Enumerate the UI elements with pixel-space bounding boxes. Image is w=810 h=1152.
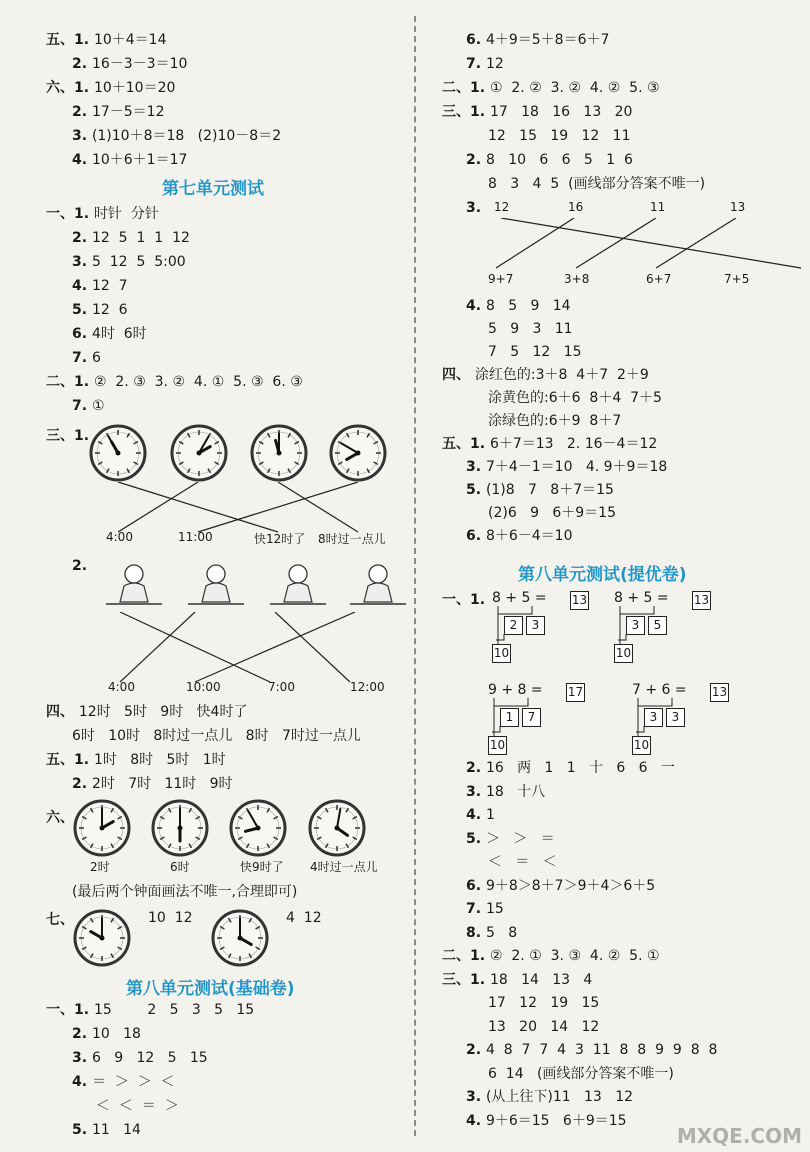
body [284, 583, 312, 602]
question-number: 7. [72, 350, 92, 366]
question-number: 2. [466, 760, 486, 776]
answer-line [72, 396, 105, 416]
question-number: 4. [72, 152, 92, 168]
answer-text: ① 2. ② 3. ② 4. ② 5. ③ [489, 80, 660, 96]
clock-q3-4 [329, 424, 387, 482]
question-number: 2. [466, 1042, 486, 1058]
time-label: 12:00 [350, 680, 385, 694]
clock-center [100, 936, 105, 941]
answer-text: 15 [485, 901, 504, 917]
question-number: 一、1. [46, 206, 94, 222]
question-number: 二、1. [442, 80, 490, 96]
answer-line [46, 78, 175, 98]
answer-line [72, 1120, 141, 1140]
question-number: 4. [466, 807, 486, 823]
bracket-top [638, 698, 672, 706]
question-number: 一、1. [46, 1002, 94, 1018]
connecting-line [195, 612, 355, 682]
time-label: 7:00 [268, 680, 295, 694]
split-box: 3 [626, 616, 645, 635]
answer-text: 16－3－3＝10 [91, 56, 188, 72]
answer-text: ＜ ＝ ＜ [488, 854, 557, 870]
answer-line [488, 411, 621, 431]
answer-text: 5 12 5 5:00 [91, 254, 186, 270]
bracket-top [494, 698, 528, 706]
answer-line [72, 252, 186, 272]
clock-q6-3 [229, 799, 287, 857]
answer-text: 10＋10＝20 [93, 80, 176, 96]
answer-text: 4＋9＝5＋8＝6＋7 [485, 32, 610, 48]
question-number: 六、1. [46, 80, 94, 96]
answer-text: 涂红色的:3＋8 4＋7 2＋9 [474, 367, 649, 383]
head [289, 565, 307, 583]
question-number: 五、1. [442, 436, 490, 452]
result-box: 17 [566, 683, 585, 702]
answer-text: (从上往下)11 13 12 [485, 1089, 634, 1105]
answer-text: ② 2. ③ 3. ② 4. ① 5. ③ 6. ③ [93, 374, 303, 390]
question-number: 6. [466, 528, 486, 544]
clock-center [277, 451, 282, 456]
answer-line [488, 342, 582, 362]
question-number: 5. [72, 1122, 92, 1138]
watermark: MXQE.COM [676, 1124, 802, 1148]
kid-illustration-2 [184, 560, 248, 610]
answer-line [488, 319, 573, 339]
clock-center [197, 451, 202, 456]
answer-text: 16 两 1 1 十 6 6 一 [485, 760, 675, 776]
question-number: 7. [466, 56, 486, 72]
question-number: 二、1. [46, 374, 94, 390]
question-number: 7. [72, 398, 92, 414]
question-number: 二、1. [442, 948, 490, 964]
kid-illustration-3 [266, 560, 330, 610]
section-title-unit7: 第七单元测试 [162, 179, 264, 199]
answer-line [72, 300, 128, 320]
connecting-line [120, 612, 195, 682]
connecting-line [275, 612, 350, 682]
split-box: 3 [526, 616, 545, 635]
answer-line [72, 150, 187, 170]
answer-text: 12时 5时 9时 快4时了 [78, 704, 248, 720]
question-number: 3. [466, 200, 482, 216]
question-number: 2. [72, 230, 92, 246]
connecting-line [656, 218, 736, 268]
diagram-expression: 7 + 6 = [632, 682, 687, 698]
answer-line [72, 1024, 141, 1044]
question-number: 三、1. [442, 104, 490, 120]
section-title-unit8-basic: 第八单元测试(基础卷) [126, 979, 295, 999]
answer-line [466, 457, 667, 477]
clock-center [116, 451, 121, 456]
body [364, 583, 392, 602]
clock-label: 2时 [90, 860, 110, 874]
answer-text: 17 18 16 13 20 [489, 104, 633, 120]
question-number: 3. [72, 254, 92, 270]
answer-text: 13 20 14 12 [488, 1018, 600, 1035]
clock-center [356, 451, 361, 456]
head [207, 565, 225, 583]
question-number: 2. [72, 104, 92, 120]
matching-lines-clock [108, 482, 378, 534]
answer-line [466, 480, 614, 500]
section-title-unit8-advanced: 第八单元测试(提优卷) [518, 565, 687, 585]
split-box: 2 [504, 616, 523, 635]
result-box: 13 [710, 683, 729, 702]
answer-line [488, 1064, 674, 1084]
question-number: 2. [72, 1026, 92, 1042]
time-label: 10:00 [186, 680, 221, 694]
split-box: 7 [522, 708, 541, 727]
answer-text: 6 9 12 5 15 [91, 1050, 208, 1066]
answer-line [46, 30, 166, 50]
clock-label: 快9时了 [240, 860, 284, 874]
answer-line [466, 30, 609, 50]
result-box: 13 [692, 591, 711, 610]
answer-text: ＜ ＜ ＝ ＞ [96, 1098, 179, 1114]
answer-line [466, 758, 675, 778]
answer-text: 9＋6＝15 6＋9＝15 [485, 1112, 627, 1129]
answer-line [466, 829, 555, 849]
answer-line [466, 899, 504, 919]
answer-text: 10＋6＋1＝17 [91, 152, 188, 168]
time-label: 快12时了 [254, 532, 306, 546]
answer-text: 8 3 4 5 (画线部分答案不唯一) [488, 176, 706, 192]
answer-line [72, 324, 147, 344]
diagram-expression: 9 + 8 = [488, 682, 543, 698]
answer-line [46, 702, 247, 722]
answer-line [46, 204, 159, 224]
answer-line [466, 876, 655, 896]
answer-text: 4 8 7 7 4 3 11 8 8 9 9 8 8 [485, 1042, 718, 1058]
question-number: 5. [466, 830, 486, 847]
ten-box: 10 [632, 736, 651, 755]
head [369, 565, 387, 583]
expression-label: 3+8 [564, 272, 590, 286]
question-number: 3. [466, 1089, 486, 1105]
connecting-line [496, 218, 574, 268]
question-number: 七、 [46, 912, 74, 928]
expression-label: 7+5 [724, 272, 750, 286]
question-number: 5. [72, 302, 92, 318]
answer-text: 时针 分针 [93, 206, 159, 222]
answer-text: ＞ ＞ ＝ [485, 830, 555, 847]
answer-line [72, 726, 361, 746]
answer-line [442, 946, 660, 966]
answer-line [72, 276, 128, 296]
question-number: 4. [466, 298, 486, 314]
kid-illustration-4 [346, 560, 410, 610]
answer-line [466, 923, 517, 943]
answer-text: 12 15 19 12 11 [488, 128, 631, 144]
answer-text: 1时 8时 5时 1时 [93, 752, 226, 768]
answer-text: 4时 6时 [91, 326, 147, 342]
question-number: 6. [466, 877, 486, 894]
matching-lines-kids [100, 612, 375, 684]
answer-text: 8 5 9 14 [485, 298, 571, 314]
answer-text: 8＋6－4＝10 [485, 528, 573, 544]
answer-text: 12 7 [91, 278, 128, 294]
body [202, 583, 230, 602]
connecting-line [118, 482, 198, 532]
answer-line [466, 1040, 717, 1060]
question-number: 四、 [46, 704, 79, 720]
answer-line [466, 782, 545, 802]
answer-line [72, 126, 281, 146]
question-number: 6. [466, 32, 486, 48]
question-number: 一、1. [442, 592, 486, 608]
answer-text: 涂黄色的:6＋6 8＋4 7＋5 [488, 390, 662, 406]
split-box: 3 [666, 708, 685, 727]
diagram-bracket [614, 606, 674, 666]
clock-center [256, 826, 261, 831]
result-box: 13 [570, 591, 589, 610]
answer-line [72, 54, 187, 74]
answer-line [466, 54, 504, 74]
bracket-join [636, 726, 644, 732]
answer-line [488, 1017, 599, 1037]
question-number: 4. [72, 278, 92, 294]
answer-text: 涂绿色的:6＋9 8＋7 [488, 413, 622, 429]
split-box: 3 [644, 708, 663, 727]
answer-text: (1)8 7 8＋7＝15 [485, 482, 614, 498]
clock-q3-2 [170, 424, 228, 482]
bracket-join [618, 634, 626, 640]
connecting-line [501, 218, 801, 268]
connecting-line [118, 482, 278, 532]
column-divider [414, 16, 416, 1136]
answer-line [72, 1072, 175, 1092]
answer-text: ① [91, 398, 105, 414]
answer-text: 12 [485, 56, 504, 72]
ten-box: 10 [492, 644, 511, 663]
note-text: (最后两个钟面画法不唯一,合理即可) [72, 884, 298, 900]
answer-text: 5 8 [485, 924, 518, 941]
answer-text: 5 9 3 11 [488, 321, 573, 337]
answer-text: 12 6 [91, 302, 128, 318]
clock-label: 6时 [170, 860, 190, 874]
answer-line [466, 526, 572, 546]
clock-q6-1 [73, 799, 131, 857]
split-box: 5 [648, 616, 667, 635]
answer-text: (2)6 9 6＋9＝15 [488, 505, 616, 521]
time-label: 4:00 [108, 680, 135, 694]
question-number: 4. [72, 1074, 92, 1090]
answer-line [72, 102, 164, 122]
expression-label: 6+7 [646, 272, 672, 286]
question-number: 四、 [442, 367, 475, 383]
diagram-bracket [632, 698, 692, 758]
answer-text: 10 12 [148, 910, 193, 926]
question-number: 2. [72, 558, 88, 574]
answer-text: 17－5＝12 [91, 104, 165, 120]
connecting-line [198, 482, 358, 532]
ten-box: 10 [614, 644, 633, 663]
head [125, 565, 143, 583]
answer-line [46, 750, 226, 770]
number-label: 12 [494, 200, 510, 214]
answer-line [466, 805, 495, 825]
clock-q3-3 [250, 424, 308, 482]
question-number: 3. [72, 1050, 92, 1066]
answer-text: ② 2. ① 3. ③ 4. ② 5. ① [489, 948, 660, 964]
number-label: 13 [730, 200, 746, 214]
answer-line [488, 852, 557, 872]
question-number: 3. [72, 128, 92, 144]
clock-center [178, 826, 183, 831]
clock-q6-4 [308, 799, 366, 857]
diagram-expression: 8 + 5 = [492, 590, 547, 606]
clock-q3-1 [89, 424, 147, 482]
clock-center [335, 826, 340, 831]
right-column [418, 0, 810, 1152]
question-number: 4. [466, 1112, 486, 1129]
number-label: 11 [650, 200, 666, 214]
clock-q7-1 [73, 909, 131, 967]
body [120, 583, 148, 602]
answer-text: 8 10 6 6 5 1 6 [485, 152, 633, 168]
answer-line [488, 174, 705, 194]
expression-label: 9+7 [488, 272, 514, 286]
question-number: 5. [466, 482, 486, 498]
answer-text: 6 14 (画线部分答案不唯一) [488, 1065, 674, 1082]
answer-line [466, 150, 633, 170]
answer-line [488, 388, 662, 408]
answer-text: 6时 10时 8时过一点儿 8时 7时过一点儿 [72, 728, 361, 744]
answer-line [466, 1111, 627, 1131]
answer-text: 4 12 [286, 910, 322, 926]
answer-text: 15 2 5 3 5 15 [93, 1002, 255, 1018]
answer-text: 9＋8＞8＋7＞9＋4＞6＋5 [485, 877, 656, 894]
answer-text: 6 [91, 350, 101, 366]
question-number: 2. [466, 152, 486, 168]
answer-line [72, 228, 190, 248]
split-box: 1 [500, 708, 519, 727]
question-number: 六、 [46, 810, 74, 826]
question-number: 五、1. [46, 752, 94, 768]
clock-center [100, 826, 105, 831]
answer-line [466, 296, 571, 316]
question-number: 7. [466, 901, 486, 917]
question-number: 五、1. [46, 32, 94, 48]
answer-line [46, 1000, 254, 1020]
answer-text: 18 14 13 4 [489, 971, 593, 988]
bracket-top [620, 606, 654, 614]
connecting-line [278, 482, 358, 532]
bracket-join [492, 726, 500, 732]
answer-text: 11 14 [91, 1122, 141, 1138]
matching-lines-sums [496, 218, 810, 272]
number-label: 16 [568, 200, 584, 214]
diagram-expression: 8 + 5 = [614, 590, 669, 606]
question-number: 2. [72, 776, 92, 792]
question-number: 3. [466, 783, 486, 800]
clock-center [238, 936, 243, 941]
answer-line [72, 774, 233, 794]
answer-line [488, 993, 599, 1013]
clock-label: 4时过一点儿 [310, 860, 378, 874]
answer-text: ＝ ＞ ＞ ＜ [91, 1074, 175, 1090]
connecting-line [576, 218, 656, 268]
answer-text: 10＋4＝14 [93, 32, 167, 48]
question-number: 3. [466, 459, 486, 475]
clock-q7-2 [211, 909, 269, 967]
connecting-line [120, 612, 270, 682]
question-number: 6. [72, 326, 92, 342]
answer-text: 6＋7＝13 2. 16－4＝12 [489, 436, 658, 452]
question-number: 三、1. [46, 428, 90, 444]
answer-line [442, 102, 632, 122]
bracket-top [498, 606, 532, 614]
clock-q6-2 [151, 799, 209, 857]
bracket-join [496, 634, 504, 640]
time-label: 4:00 [106, 530, 133, 544]
answer-line [488, 126, 630, 146]
answer-line [96, 1096, 179, 1116]
answer-line [442, 365, 649, 385]
answer-text: 12 5 1 1 12 [91, 230, 190, 246]
question-number: 2. [72, 56, 92, 72]
answer-line [442, 970, 592, 990]
answer-text: 18 十八 [485, 783, 546, 800]
question-number: 三、1. [442, 971, 490, 988]
answer-line [46, 372, 303, 392]
answer-line [442, 78, 660, 98]
time-label: 8时过一点儿 [318, 532, 386, 546]
answer-text: 7＋4－1＝10 4. 9＋9＝18 [485, 459, 668, 475]
answer-line [72, 1048, 208, 1068]
answer-line [72, 348, 101, 368]
answer-line [488, 503, 616, 523]
answer-text: (1)10＋8＝18 (2)10－8＝2 [91, 128, 282, 144]
answer-text: 17 12 19 15 [488, 995, 600, 1011]
answer-text: 7 5 12 15 [488, 344, 582, 360]
kid-illustration-1 [102, 560, 166, 610]
answer-line [466, 1087, 633, 1107]
question-number: 8. [466, 924, 486, 941]
answer-text: 1 [485, 807, 495, 823]
answer-line [442, 434, 657, 454]
diagram-bracket [492, 606, 552, 666]
ten-box: 10 [488, 736, 507, 755]
diagram-bracket [488, 698, 548, 758]
answer-text: 10 18 [91, 1026, 141, 1042]
answer-text: 2时 7时 11时 9时 [91, 776, 233, 792]
time-label: 11:00 [178, 530, 213, 544]
